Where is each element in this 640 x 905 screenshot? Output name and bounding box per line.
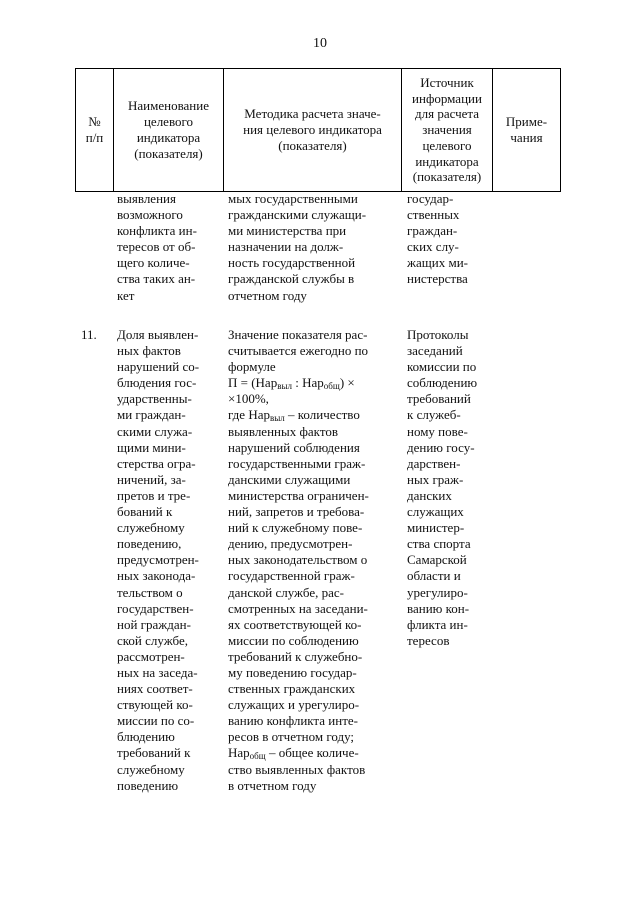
text-line: к служеб-: [407, 407, 461, 423]
header-text-line: Методика расчета значе-: [244, 106, 381, 122]
text-line: отчетном году: [228, 287, 307, 303]
header-indicator-name: [114, 69, 224, 192]
formula-part: ) ×: [339, 375, 355, 391]
text-line: нарушений соблюдения: [228, 439, 360, 455]
text-line: Протоколы: [407, 327, 469, 342]
text-line: ных граж-: [407, 471, 464, 487]
text-line: ных на заседа-: [117, 664, 198, 680]
row-number: 11.: [81, 327, 97, 342]
text-line: министерства ограничен-: [228, 487, 369, 503]
text-line: блюдению: [117, 729, 175, 745]
text-line: Значение показателя рас-: [228, 327, 368, 342]
text-line: ных законодательством о: [228, 552, 368, 568]
text-line: претов и тре-: [117, 487, 191, 503]
header-text-line: целевого: [422, 137, 472, 153]
text-line: граждан-: [407, 223, 458, 239]
text-line: ских слу-: [407, 239, 459, 255]
text-line: ниях соответ-: [117, 681, 193, 697]
definition-part: – количество: [284, 407, 360, 423]
header-text-line: чания: [510, 130, 543, 145]
text-line: стерства огра-: [117, 455, 196, 471]
text-line: области и: [407, 568, 461, 584]
text-line: тересов от об-: [117, 239, 196, 255]
page-number: 10: [313, 36, 327, 51]
text-line: нистерства: [407, 271, 468, 287]
text-line: рассмотрен-: [117, 648, 185, 664]
text-line: ничений, за-: [117, 471, 186, 487]
text-line: предусмотрен-: [117, 552, 199, 568]
text-line: данских: [407, 487, 452, 503]
formula-part: П = (Нар: [228, 375, 278, 391]
text-line: Доля выявлен-: [117, 327, 199, 342]
formula-part: : Нар: [292, 375, 324, 391]
text-line: служебному: [117, 761, 185, 777]
text-line: данскими служащими: [228, 471, 351, 487]
text-line: фликта ин-: [407, 616, 468, 632]
text-line: государственной граж-: [228, 568, 355, 584]
text-line: служебному: [117, 520, 185, 536]
text-line: ство выявленных фактов: [228, 761, 366, 777]
text-line: соблюдению: [407, 375, 478, 391]
text-line: государ-: [407, 191, 454, 206]
text-line: щими мини-: [117, 439, 186, 455]
header-text-line: значения: [422, 122, 472, 138]
text-line: ударственны-: [117, 391, 192, 407]
text-line: му поведению государ-: [228, 664, 357, 680]
text-line: ванию кон-: [407, 600, 470, 616]
text-line: дению госу-: [407, 439, 475, 455]
header-text-line: Приме-: [505, 114, 548, 130]
definition-subscript: общ: [249, 751, 266, 762]
formula-subscript: выл: [277, 381, 293, 392]
row-indicator-name: [117, 327, 199, 794]
definition-part: где Нар: [228, 407, 270, 423]
text-line: мых государственными: [228, 191, 358, 206]
header-text-line: №: [88, 114, 101, 130]
header-notes: [493, 69, 561, 192]
text-line: ственных гражданских: [228, 681, 356, 697]
header-text-line: п/п: [85, 130, 104, 145]
text-line: блюдения гос-: [117, 375, 197, 391]
text-line: ной граждан-: [117, 616, 191, 632]
text-line: дарствен-: [407, 455, 461, 471]
header-text-line: (показателя): [412, 169, 482, 185]
text-line: щего количе-: [117, 255, 190, 271]
header-text-line: ния целевого индикатора: [243, 122, 382, 138]
text-line: ных законода-: [117, 568, 196, 584]
text-line: скими служа-: [117, 423, 193, 439]
text-line: конфликта ин-: [117, 223, 197, 239]
text-line: ствующей ко-: [117, 697, 193, 713]
text-line: дению, предусмотрен-: [228, 536, 353, 552]
text-line: смотренных на заседани-: [228, 600, 368, 616]
definition-line: [228, 745, 369, 761]
row-source: [407, 327, 477, 649]
continued-method: [228, 191, 366, 304]
text-line: министер-: [407, 520, 465, 536]
text-line: миссии по соблюдению: [228, 632, 359, 648]
text-line: выявленных фактов: [228, 423, 338, 439]
text-line: требований к: [117, 745, 191, 761]
text-line: ресов в отчетном году;: [228, 729, 355, 745]
text-line: жащих ми-: [407, 255, 468, 271]
header-method: [224, 69, 402, 192]
text-line: назначении на долж-: [228, 239, 344, 255]
text-line: ства спорта: [407, 536, 471, 552]
text-line: гражданской службы в: [228, 271, 355, 287]
text-line: ми министерства при: [228, 223, 347, 239]
text-line: считывается ежегодно по: [228, 343, 369, 359]
text-line: ×100%,: [228, 391, 269, 407]
text-line: ному пове-: [407, 423, 468, 439]
header-text-line: Источник: [420, 74, 474, 90]
text-line: поведению,: [117, 536, 182, 552]
text-line: ний, запретов и требова-: [228, 504, 365, 520]
text-line: ми граждан-: [117, 407, 186, 423]
definition-part: – общее количе-: [265, 745, 359, 761]
text-line: поведению: [117, 777, 179, 793]
continued-source: [407, 191, 468, 288]
table-header: [75, 68, 561, 192]
header-text-line: (показателя): [134, 145, 203, 161]
definition-line: [228, 407, 369, 423]
text-line: ных фактов: [117, 343, 181, 359]
text-line: бований к: [117, 504, 173, 520]
header-number: [76, 69, 114, 192]
header-text-line: индикатора: [415, 153, 479, 169]
text-line: ской службе,: [117, 632, 188, 648]
header-source: [402, 69, 493, 192]
formula-subscript: общ: [323, 381, 340, 392]
text-line: тересов: [407, 632, 450, 648]
text-line: Самарской: [407, 552, 467, 568]
definition-part: Нар: [228, 745, 250, 761]
text-line: тельством о: [117, 584, 183, 600]
header-text-line: (показателя): [278, 137, 347, 153]
text-line: требований к служебно-: [228, 648, 363, 664]
text-line: служащих: [407, 504, 464, 520]
header-text-line: информации: [412, 90, 482, 106]
text-line: ний к служебному пове-: [228, 520, 363, 536]
text-line: гражданскими служащи-: [228, 207, 367, 223]
text-line: государствен-: [117, 600, 194, 616]
text-line: нарушений со-: [117, 359, 200, 375]
text-line: ность государственной: [228, 255, 356, 271]
text-line: комиссии по: [407, 359, 477, 375]
text-line: кет: [117, 287, 135, 303]
text-line: возможного: [117, 207, 183, 223]
text-line: данской службе, рас-: [228, 584, 344, 600]
text-line: в отчетном году: [228, 777, 317, 793]
formula-line: [228, 375, 369, 391]
continued-indicator-name: [117, 191, 197, 304]
text-line: выявления: [117, 191, 176, 206]
header-text-line: индикатора: [136, 130, 201, 145]
text-line: требований: [407, 391, 471, 407]
header-text-line: целевого: [143, 114, 194, 130]
text-line: ях соответствующей ко-: [228, 616, 362, 632]
text-line: ванию конфликта инте-: [228, 713, 358, 729]
text-line: заседаний: [407, 343, 463, 359]
row-method: [228, 327, 369, 794]
header-text-line: Наименование: [128, 98, 209, 114]
text-line: миссии по со-: [117, 713, 195, 729]
text-line: урегулиро-: [407, 584, 468, 600]
text-line: формуле: [228, 359, 276, 375]
text-line: ства таких ан-: [117, 271, 196, 287]
text-line: ственных: [407, 207, 460, 223]
text-line: государственными граж-: [228, 455, 366, 471]
text-line: служащих и урегулиро-: [228, 697, 360, 713]
header-text-line: для расчета: [414, 106, 480, 122]
definition-subscript: выл: [269, 413, 285, 424]
header-row: [76, 69, 561, 192]
